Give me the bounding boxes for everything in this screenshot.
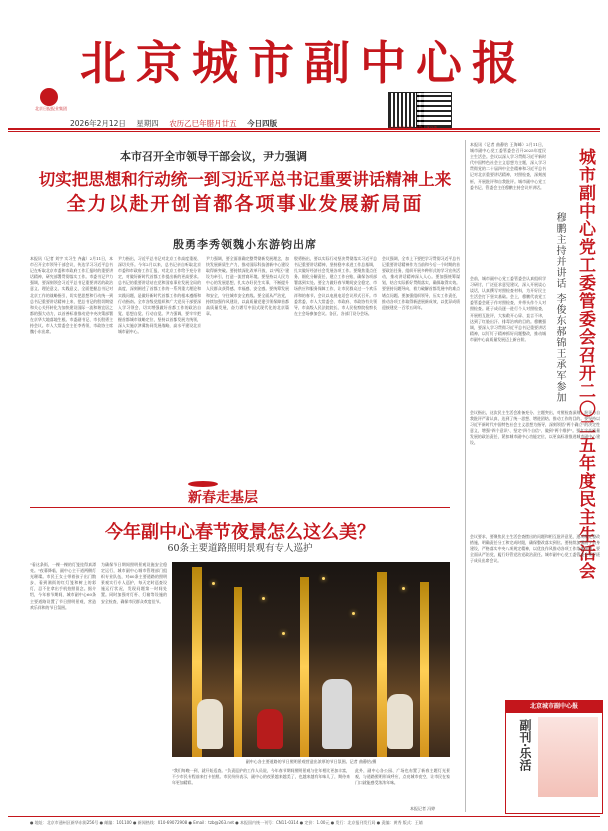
newspaper-title: 北京城市副中心报 bbox=[80, 36, 528, 90]
lit-tree-trunk bbox=[234, 587, 242, 757]
lead-column-5: 会议强调，全市上下要把学习贯彻习近平总书记重要讲话精神作为当前和今后一个时期的首要政治任务，组织开展多种形式的学习宣传活动，推动讲话精神深入人心。要加强统筹谋划，结合实际抓好贯彻落实，确保取得实效。要坚持问题导向，着力破解首都发展中的难点堵点问题。要加强组织领导，压实工作责任，推动各项工作取得新进展新成效，以优异成绩迎接建党一百零五周年。 bbox=[382, 256, 460, 310]
publisher-logo-icon bbox=[40, 88, 58, 106]
person-figure bbox=[197, 699, 223, 749]
side-column-3: 会议指出，这次民主生活会准备充分、主题突出，对照检查深刻，批评与自我批评严肃认真，达到了统一思想、增进团结、推动工作的目的。要坚持以习近平新时代中国特色社会主义思想为指导，深刻领悟"两个确立"的决定性意义，增强"四个意识"、坚定"四个自信"、做到"两个维护"。要扛牢高质量发展的政治责任，紧扣城市副中心功能定位，以更高标准推进城市副中心建设。 bbox=[470, 410, 600, 446]
feature-column-2: 为确保节日期间照明景观设施安全稳定运行，城市副中心城市管理部门组织专业队伍，对60条主要道路的照明景观实行专人巡护，每天定时巡查设施运行状况，发现问题第一时间处置。同时加强对灯杆、灯箱等设施的安全检查，确保市民群众欢度佳节。 bbox=[101, 562, 167, 604]
lead-subhead: 殷勇李秀领魏小东游钧出席 bbox=[173, 238, 317, 251]
feature-photo bbox=[172, 562, 450, 757]
lead-column-2: 尹力指出，习近平总书记对北京工作高度重视、深切关怀。今年2月以来，总书记亲自听取北京市委和市政府工作汇报，对北京工作给予充分肯定，对做好新时代首都工作提出新的更高要求。总书记的重要讲话站在党和国家事业发展全局的高度，深刻阐述了首都工作的一系列重大理论和实践问题，是做好新时代首都工作的根本遵循和行动指南。全市各级党组织和广大党员干部要深入学习领会，切实增强做好首都工作的政治自觉、思想自觉、行动自觉。尹力强调，要牢牢把握首都城市战略定位，坚持以首都发展为统领，深入实施京津冀协同发展战略，高水平建设北京城市副中心。 bbox=[118, 256, 201, 335]
issue-date: 2026年2月12日 bbox=[70, 119, 126, 128]
side-subhead: 穆鹏主持并讲话 李俊东郝锦王承军参加 bbox=[554, 212, 565, 404]
feature-rule bbox=[30, 507, 450, 508]
footer-info: ● 地址：北京市通州区新华东街256号 ● 邮编：101100 ● 新闻热线：010-69072908 ● Email：tzb@263.net ● 本报国内统一刊号：CN11-0314 ● 定价：1.00元 ● 发行：北京报刊发行局 ● 责编：黄秀 版式：王婧 bbox=[30, 820, 423, 825]
light-bulb bbox=[262, 597, 265, 600]
side-headline: 城市副中心党工委管委会召开二〇二五年度民主生活会 bbox=[575, 148, 595, 580]
light-bulb bbox=[212, 582, 215, 585]
masthead-rule bbox=[8, 128, 600, 130]
supplement-ad bbox=[505, 700, 603, 814]
footer-rule bbox=[8, 816, 600, 817]
person-figure bbox=[387, 694, 413, 749]
side-column-2: 会前，城市副中心党工委管委会认真组织学习研讨，广泛征求意见建议，深入开展谈心谈话，认真撰写对照检查材料，为开好民主生活会打下坚实基础。会上，穆鹏代表党工委管委会班子作对照检查，并带头作个人对照检查。班子成员逐一进行个人对照检查，开展相互批评，大家敞开心扉、直言不讳，达到了红脸出汗、排毒治病的目的。穆鹏强调，要深入学习贯彻习近平总书记重要讲话精神，以钉钉子精神抓好问题整改，推动城市副中心高质量发展迈上新台阶。 bbox=[470, 276, 546, 342]
side-column-4: 会议要求，要聚焦民主生活会查摆出的问题和相互批评意见，逐项制定整改措施，明确责任分工和完成时限，确保整改落实到位。要持续加强班子自身建设，严格落实中央八项规定精神，以优良作风推动各项工作落地见效。要全面从严治党，履行好管党治党政治责任。城市副中心党工委管委会领导班子成员出席会议。 bbox=[470, 534, 600, 564]
supplement-thumbnail bbox=[538, 717, 598, 797]
qr-code-icon bbox=[416, 92, 452, 128]
feature-headline: 今年副中心春节夜景怎么这么美？ bbox=[105, 522, 375, 543]
decorated-pillar bbox=[322, 679, 352, 749]
photo-caption: 副中心各主要道路的节日照明景观营造出浓厚的节日氛围。记者 曲静怡/摄 bbox=[245, 759, 377, 764]
feature-banner bbox=[188, 481, 300, 506]
lead-headline bbox=[30, 168, 460, 216]
feature-banner-label: 新春走基层 bbox=[188, 490, 258, 506]
light-bulb bbox=[322, 577, 325, 580]
light-bulb bbox=[402, 587, 405, 590]
lit-tree-trunk bbox=[420, 582, 429, 757]
lead-column-3: 尹力强调，要全面准确完整贯彻新发展理念，加快发展新质生产力，推动国际科技创新中心建设取得新突破。要持续深化改革开放，以"两区"建设为牵引，打造一流营商环境。要坚持以人民为中心的发展思想，扎实办好民生实事，不断提升人民群众获得感、幸福感、安全感。要统筹发展和安全，守住城市安全底线。要全面从严治党，持续加强作风建设，以高质量党建引领保障首都高质量发展，奋力谱写中国式现代化的北京篇章。 bbox=[206, 256, 289, 316]
light-bulb bbox=[352, 612, 355, 615]
lead-kicker: 本市召开全市领导干部会议，尹力强调 bbox=[120, 150, 307, 163]
masthead bbox=[0, 0, 608, 112]
lead-headline-line1: 切实把思想和行动统一到习近平总书记重要讲话精神上来 bbox=[38, 170, 452, 189]
light-bulb bbox=[282, 632, 285, 635]
child-figure bbox=[257, 709, 283, 749]
masthead-rule-thin bbox=[8, 131, 600, 132]
feature-subhead: 60条主要道路照明景观有专人巡护 bbox=[167, 543, 313, 554]
column-divider bbox=[465, 140, 466, 812]
issue-weekday: 星期四 bbox=[136, 119, 159, 128]
supplement-ad-header: 北京城市副中心报 bbox=[506, 701, 602, 713]
lead-column-4: 殷勇指出，要以实际行动坚决贯彻落实习近平总书记重要讲话精神，坚持稳中求进工作总基调，扎实做好经济社会发展各项工作。要聚焦重点任务，细化分解责任，建立工作台账，确保各项部署落到实处。要全力做好春节期间安全稳定、市场供应和服务保障工作，让市民群众过一个欢乐祥和的春节。会议以电视电话会议形式召开。市委常委，市人大常委会、市政府、市政协有关领导，市高级人民法院院长、市人民检察院检察长在主会场参加会议。各区、各部门设分会场。 bbox=[294, 256, 377, 316]
page-count: 今日四版 bbox=[247, 119, 278, 128]
supplement-ad-title: 副刊·乐活 bbox=[518, 719, 532, 772]
lit-tree-trunk bbox=[300, 577, 309, 757]
lead-column-1: 本报讯（记者 刘宇 实习生 齐鑫）2月11日，本市召开全市领导干部会议，传达学习习近平总书记在听取北京市委和市政府工作汇报时的重要讲话精神，研究部署贯彻落实工作。市委书记尹力强调，要深刻领会习近平总书记重要讲话的政治意义、理论意义、实践意义，全面把握总书记对北京工作的战略指引，切实把思想和行动统一到总书记重要讲话精神上来，把总书记的殷切期望和关心关怀转化为加快建设国际一流和谐宜居之都的强大动力，以首善标准推动党中央决策部署在京华大地落地生根。市委副书记、市长殷勇主持会议。市人大常委会主任李秀领，市政协主席魏小东出席。 bbox=[30, 256, 113, 335]
publisher-logo bbox=[35, 88, 67, 111]
publisher-name: 北京日报报业集团 bbox=[35, 106, 67, 111]
feature-byline: 本报记者 冯婷 bbox=[410, 806, 436, 811]
lunar-date: 农历乙巳年腊月廿五 bbox=[169, 119, 237, 128]
feature-column-1: "看这条街，一棵一棵的灯笼挂得真漂亮。"夜幕降临，副中心主干道两侧灯光璀璨。市民王女士带着孩子出门散步，看到满街的红灯笼和树上的彩灯，忍不住拿出手机拍照留念。据介绍，今年春节期间，城市副中心60条主要道路设置了节日照明景观，营造欢乐祥和的节日氛围。 bbox=[30, 562, 96, 610]
feature-column-3: "我们每晚一到，就开始巡查。"负责巡护的工作人员说，今年春节期间照明景观与往年相比更加丰富，不少市民专程前来打卡拍照。市民纷纷表示，副中心的夜景越来越美了，也越来越有年味儿了，期待来年更加精彩。 bbox=[172, 768, 350, 786]
lit-tree-trunk bbox=[377, 572, 387, 757]
side-column-1: 本报讯（记者 曲静怡 王海峰）2月11日，城市副中心党工委管委会召开2025年度民主生活会。会议以深入学习贯彻习近平新时代中国特色社会主义思想为主题，深入学习贯彻党的二十届四中全会精神和习近平总书记对北京重要讲话精神，对照检查，深刻剖析，开展批评和自我批评。城市副中心党工委书记、管委会主任穆鹏主持会议并讲话。 bbox=[470, 142, 546, 190]
feature-column-4: 此外，副中心各公园、广场也布置了新春主题灯光景观，与道路照明形成呼应，点亮城市夜空，让市民在家门口就能感受浓浓年味。 bbox=[355, 768, 450, 786]
lead-headline-line2: 全力以赴开创首都各项事业发展新局面 bbox=[66, 193, 424, 215]
